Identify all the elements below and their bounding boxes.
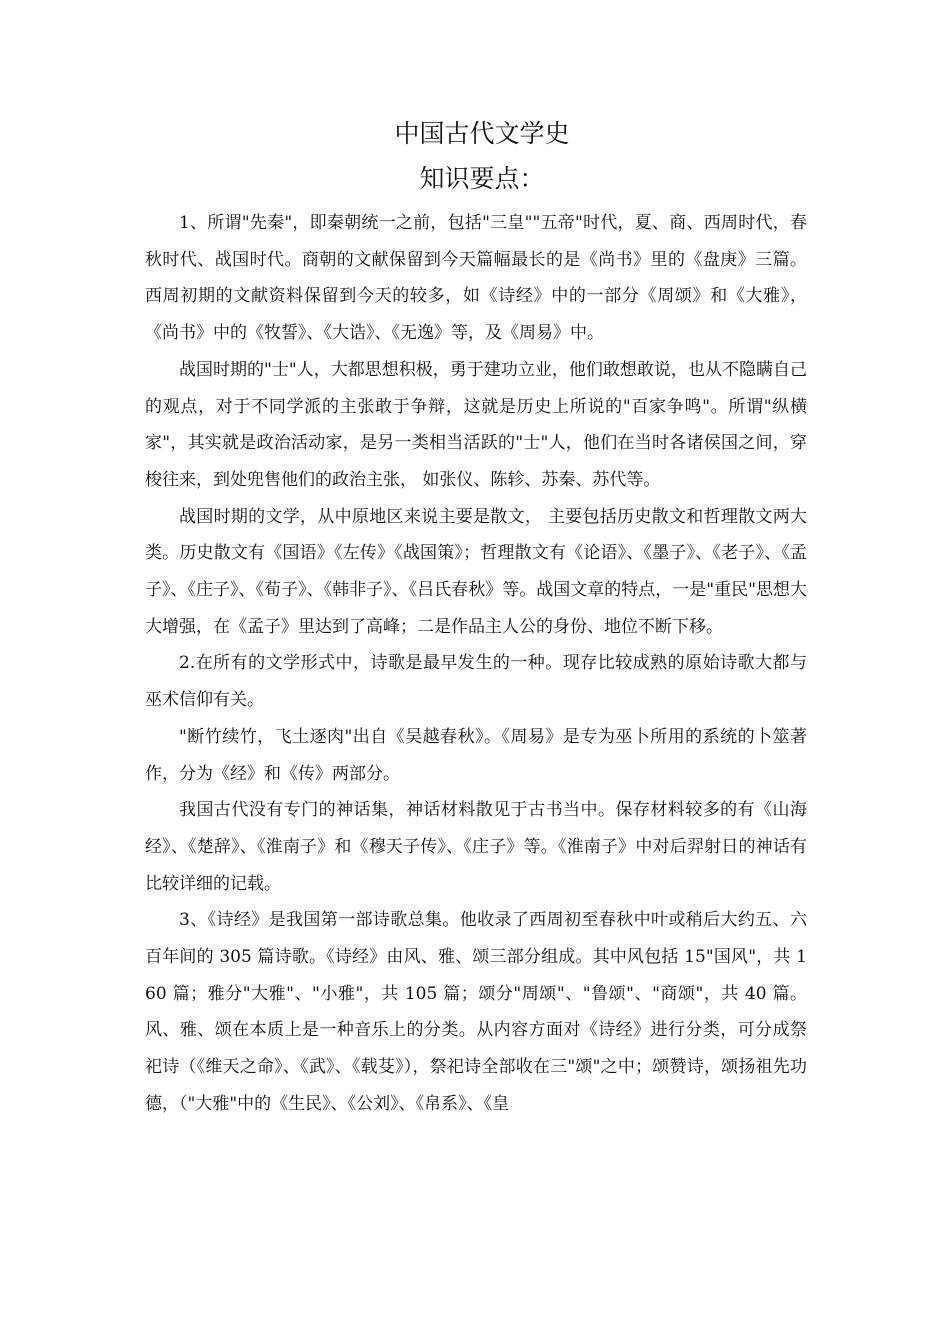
document-subtitle: 知识要点： bbox=[419, 164, 545, 193]
paragraph-2: 战国时期的"士"人，大都思想积极，勇于建功立业，他们敢想敢说，也从不隐瞒自己的观点，对于不同学派的主张敢于争辩，这就是历史上所说的"百家争鸣"。所谓"纵横家"，其实就是政治活动家，是另一类相当活跃的"士"人，他们在当时各诸侯国之间，穿梭往来，到处兜售他们的政治主张， 如张仪、陈轸、苏秦、苏代等。 bbox=[145, 359, 807, 490]
paragraph-6: 我国古代没有专门的神话集，神话材料散见于古书当中。保存材料较多的有《山海经》、《楚辞》、《淮南子》和《穆天子传》、《庄子》等。《淮南子》中对后羿射日的神话有比较详细的记载。 bbox=[145, 800, 807, 894]
paragraph-4: 2.在所有的文学形式中，诗歌是最早发生的一种。现存比较成熟的原始诗歌大都与巫术信仰有关。 bbox=[145, 653, 807, 711]
paragraph-7: 3、《诗经》是我国第一部诗歌总集。他收录了西周初至春秋中叶或稍后大约五、六百年间的 305 篇诗歌。《诗经》由风、雅、颂三部分组成。其中风包括 15"国风"，共 160 篇；雅分"大雅"、"小雅"，共 105 篇；颂分"周颂"、"鲁颂"、"商颂"，共 40 篇。风、雅、颂在本质上是一种音乐上的分类。从内容方面对《诗经》进行分类，可分成祭祀诗（《维天之命》、《武》、《载芟》），祭祀诗全部收在三"颂"之中；颂赞诗，颂扬祖先功德，（"大雅"中的《生民》、《公刘》、《帛系》、《皇 bbox=[145, 910, 807, 1114]
paragraph-5: "断竹续竹，飞土逐肉"出自《吴越春秋》。《周易》是专为巫卜所用的系统的卜筮著作，分为《经》和《传》两部分。 bbox=[145, 726, 807, 784]
paragraph-3: 战国时期的文学，从中原地区来说主要是散文， 主要包括历史散文和哲理散文两大类。历史散文有《国语》《左传》《战国策》；哲理散文有《论语》、《墨子》、《老子》、《孟子》、《庄子》、《荀子》、《韩非子》、《吕氏春秋》等。战国文章的特点，一是"重民"思想大大增强，在《孟子》里达到了高峰；二是作品主人公的身份、地位不断下移。 bbox=[145, 506, 807, 637]
paragraph-1: 1、所谓"先秦"，即秦朝统一之前，包括"三皇""五帝"时代，夏、商、西周时代，春秋时代、战国时代。商朝的文献保留到今天篇幅最长的是《尚书》里的《盘庚》三篇。西周初期的文献资料保留到今天的较多，如《诗经》中的一部分《周颂》和《大雅》，《尚书》中的《牧誓》、《大诰》、《无逸》等，及《周易》中。 bbox=[145, 213, 807, 344]
document-title: 中国古代文学史 bbox=[394, 119, 570, 148]
document-page bbox=[145, 112, 807, 1123]
